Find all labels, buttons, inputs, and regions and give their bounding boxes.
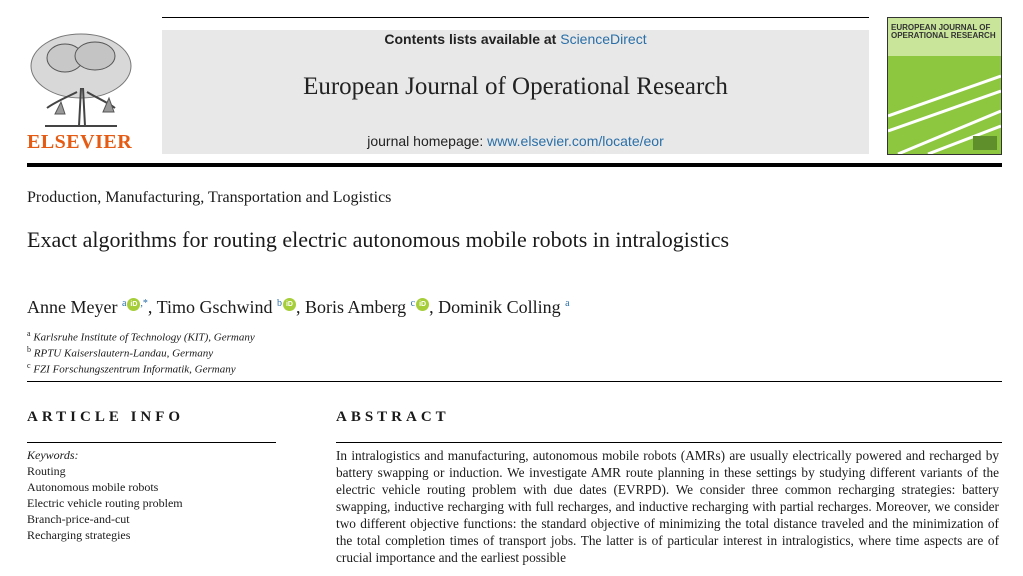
author-name[interactable]: Boris Amberg [304, 297, 407, 317]
homepage-line [162, 133, 869, 149]
author-corresponding-mark[interactable]: ,* [140, 298, 148, 309]
contents-line [162, 31, 869, 47]
author-affiliation-mark[interactable]: a [121, 298, 127, 309]
orcid-icon[interactable]: iD [127, 298, 140, 311]
keyword: Autonomous mobile robots [27, 480, 159, 494]
author-affiliation-mark[interactable]: b [276, 298, 282, 309]
journal-title[interactable]: European Journal of Operational Research [303, 73, 728, 100]
keyword: Routing [27, 464, 66, 478]
elsevier-tree-logo [25, 28, 137, 130]
author-name[interactable]: Dominik Colling [438, 297, 561, 317]
homepage-prefix: journal homepage: [367, 133, 488, 149]
orcid-icon[interactable]: iD [283, 298, 296, 311]
affiliation: $^a$ Karlsruhe Institute of Technology (KIT), Germany [27, 329, 255, 344]
sciencedirect-link[interactable]: ScienceDirect [560, 31, 647, 47]
author-name[interactable]: Anne Meyer [27, 297, 118, 317]
author-affiliation-mark[interactable]: c [410, 298, 416, 309]
abstract-text: In intralogistics and manufacturing, autonomous mobile robots (AMRs) are usually electrically powered and recharged by battery swapping or induction. We investigate AMR route planning in these settings by studying different variants of the electric vehicle routing problem with due dates (EVRPD). We consider three common recharging strategies: battery swapping, inductive recharging with full recharges, and inductive recharging with partial recharges. Moreover, we consider two different objective functions: the standard objective of minimizing the total distance traveled and the minimization of the total completion times of transport jobs. The latter is of particular interest in intralogistics, where time aspects are of crucial importance and the earliest possible [336, 448, 999, 565]
abstract-heading: ABSTRACT [336, 409, 450, 425]
author-affiliation-mark[interactable]: a [565, 298, 570, 309]
info-rule [27, 442, 276, 443]
cover-graphic [888, 56, 1001, 154]
keywords-label: Keywords: [27, 448, 79, 462]
paper-title: Exact algorithms for routing electric autonomous mobile robots in intralogistics [27, 227, 730, 252]
cover-title: EUROPEAN JOURNAL OF OPERATIONAL RESEARCH [891, 23, 996, 40]
affiliation: $^b$ RPTU Kaiserslautern-Landau, Germany [27, 345, 214, 360]
keyword: Recharging strategies [27, 528, 131, 542]
affiliation: $^c$ FZI Forschungszentrum Informatik, Germany [27, 361, 236, 376]
article-section: Production, Manufacturing, Transportation and Logistics [27, 189, 392, 206]
keyword: Branch-price-and-cut [27, 512, 130, 526]
section-rule [27, 381, 1002, 382]
contents-prefix: Contents lists available at [384, 31, 561, 47]
journal-cover-thumbnail[interactable] [887, 17, 1002, 155]
publisher-wordmark[interactable]: ELSEVIER [27, 131, 133, 153]
author-name[interactable]: Timo Gschwind [156, 297, 273, 317]
orcid-icon[interactable]: iD [416, 298, 429, 311]
homepage-link[interactable]: www.elsevier.com/locate/eor [487, 133, 664, 149]
author-list: Anne Meyer $^a$ iD ,*, Timo Gschwind $^b$ iD , Boris Amberg $^c$ iD , Dominik Colling $^a$ [27, 297, 570, 317]
header-thick-rule [27, 163, 1002, 167]
keyword: Electric vehicle routing problem [27, 496, 183, 510]
abstract-rule [336, 442, 1002, 443]
top-rule [162, 17, 869, 18]
article-info-heading: ARTICLE INFO [27, 409, 185, 425]
